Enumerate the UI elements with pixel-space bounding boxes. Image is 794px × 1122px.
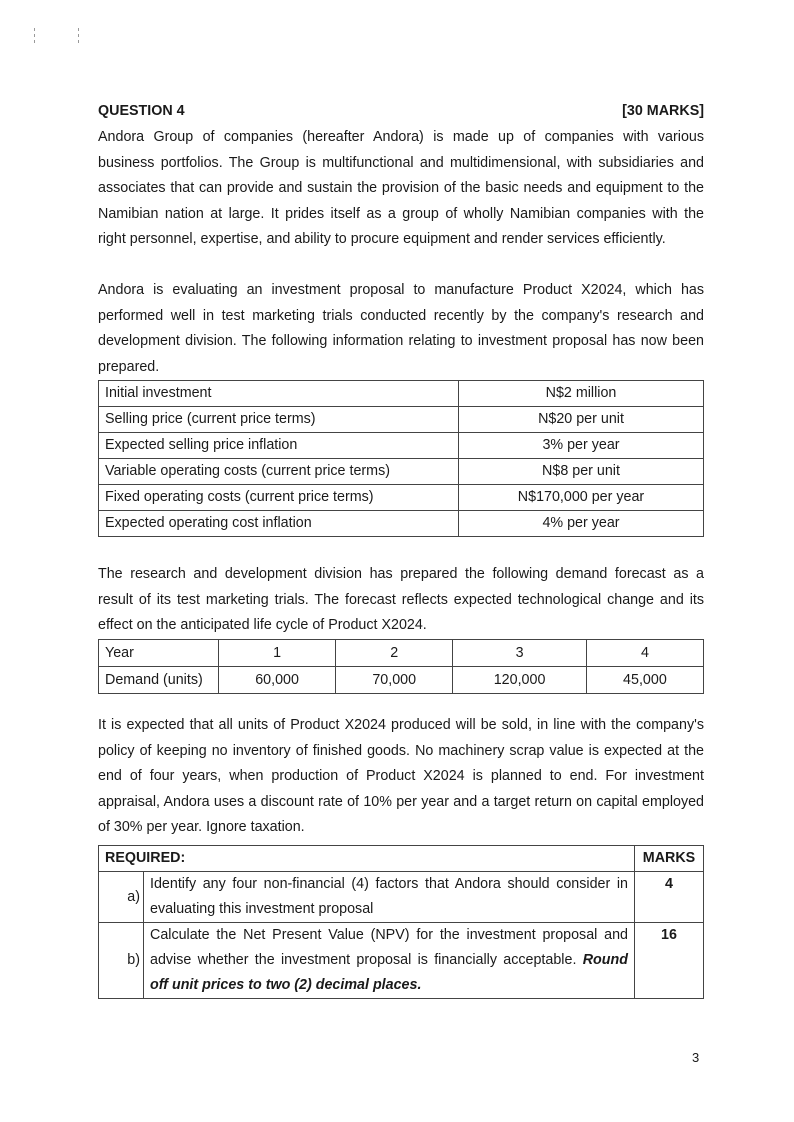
item-label: b) — [99, 923, 144, 999]
year-cell: 3 — [453, 640, 587, 667]
emphasis-text: Round — [582, 952, 628, 968]
text-line: Identify any four non-financial (4) factors that Andora should consider in — [150, 876, 628, 892]
item-text — [144, 923, 635, 999]
emphasis-text: off unit prices to two (2) decimal places. — [150, 977, 422, 993]
info-label: Selling price (current price terms) — [99, 407, 459, 433]
text-line: Calculate the Net Present Value (NPV) for the investment proposal and — [150, 927, 628, 943]
info-value: 4% per year — [459, 511, 704, 537]
text-line: Namibian nation at large. It prides itself as a group of wholly Namibian companies with the — [98, 205, 704, 222]
info-label: Variable operating costs (current price terms) — [99, 459, 459, 485]
table-row — [99, 640, 704, 667]
text-line: policy of keeping no inventory of finished goods. No machinery scrap value is expected at the — [98, 742, 704, 759]
text-line: associates that can provide and sustain the provision of the basic needs and equipment to the — [98, 180, 704, 196]
item-marks: 4 — [635, 872, 704, 923]
info-label: Initial investment — [99, 381, 459, 407]
info-value: N$8 per unit — [459, 459, 704, 485]
text-line: The research and development division has prepared the following demand forecast as a — [98, 566, 704, 582]
margin-marks — [34, 28, 84, 48]
item-text — [144, 872, 635, 923]
page-number: 3 — [692, 1050, 700, 1065]
demand-cell: 60,000 — [219, 667, 336, 694]
table-row — [99, 485, 704, 511]
text-line: advise whether the investment proposal is financially acceptable. — [150, 952, 577, 968]
table-row — [99, 459, 704, 485]
question-title: QUESTION 4 — [98, 103, 185, 119]
question-marks: [30 MARKS] — [622, 103, 704, 119]
year-header: Year — [99, 640, 219, 667]
text-line: Andora is evaluating an investment proposal to manufacture Product X2024, which has — [98, 282, 704, 298]
table-row — [99, 923, 704, 999]
text-line: development division. The following information relating to investment proposal has now been — [98, 333, 704, 349]
text-line: performed well in test marketing trials conducted recently by the company's research and — [98, 307, 704, 324]
text-line: business portfolios. The Group is multifunctional and multidimensional, with subsidiaries and — [98, 154, 704, 171]
year-cell: 4 — [586, 640, 703, 667]
assumption-paragraph — [98, 713, 704, 841]
info-value: N$170,000 per year — [459, 485, 704, 511]
info-label: Expected operating cost inflation — [99, 511, 459, 537]
demand-cell: 70,000 — [336, 667, 453, 694]
item-marks: 16 — [635, 923, 704, 999]
table-row — [99, 872, 704, 923]
table-row — [99, 433, 704, 459]
text-line: evaluating this investment proposal — [150, 901, 374, 917]
info-value: 3% per year — [459, 433, 704, 459]
info-value: N$20 per unit — [459, 407, 704, 433]
table-row — [99, 846, 704, 872]
text-line: effect on the anticipated life cycle of Product X2024. — [98, 617, 427, 633]
required-table — [98, 845, 704, 999]
demand-cell: 45,000 — [586, 667, 703, 694]
item-label: a) — [99, 872, 144, 923]
text-line: end of four years, when production of Product X2024 is planned to end. For investment — [98, 768, 704, 784]
year-cell: 1 — [219, 640, 336, 667]
demand-forecast-table — [98, 639, 704, 694]
demand-cell: 120,000 — [453, 667, 587, 694]
table-row — [99, 407, 704, 433]
required-header: REQUIRED: — [99, 846, 635, 872]
table-row — [99, 667, 704, 694]
table-row — [99, 511, 704, 537]
text-line: appraisal, Andora uses a discount rate of 10% per year and a target return on capital employed — [98, 793, 704, 810]
marks-header: MARKS — [635, 846, 704, 872]
text-line: It is expected that all units of Product X2024 produced will be sold, in line with the company's — [98, 717, 704, 733]
text-line: prepared. — [98, 358, 160, 375]
question-heading — [98, 100, 704, 122]
text-line: of 30% per year. Ignore taxation. — [98, 819, 305, 835]
year-cell: 2 — [336, 640, 453, 667]
demand-header: Demand (units) — [99, 667, 219, 694]
info-label: Expected selling price inflation — [99, 433, 459, 459]
text-line: result of its test marketing trials. The forecast reflects expected technological change and its — [98, 591, 704, 608]
intro-paragraph — [98, 125, 704, 253]
investment-info-table — [98, 380, 704, 537]
proposal-paragraph — [98, 278, 704, 380]
table-row — [99, 381, 704, 407]
text-line: Andora Group of companies (hereafter Andora) is made up of companies with various — [98, 129, 704, 145]
text-line — [150, 948, 628, 973]
info-label: Fixed operating costs (current price terms) — [99, 485, 459, 511]
text-line: right personnel, expertise, and ability to procure equipment and render services efficiently. — [98, 231, 666, 247]
info-value: N$2 million — [459, 381, 704, 407]
forecast-paragraph — [98, 562, 704, 639]
